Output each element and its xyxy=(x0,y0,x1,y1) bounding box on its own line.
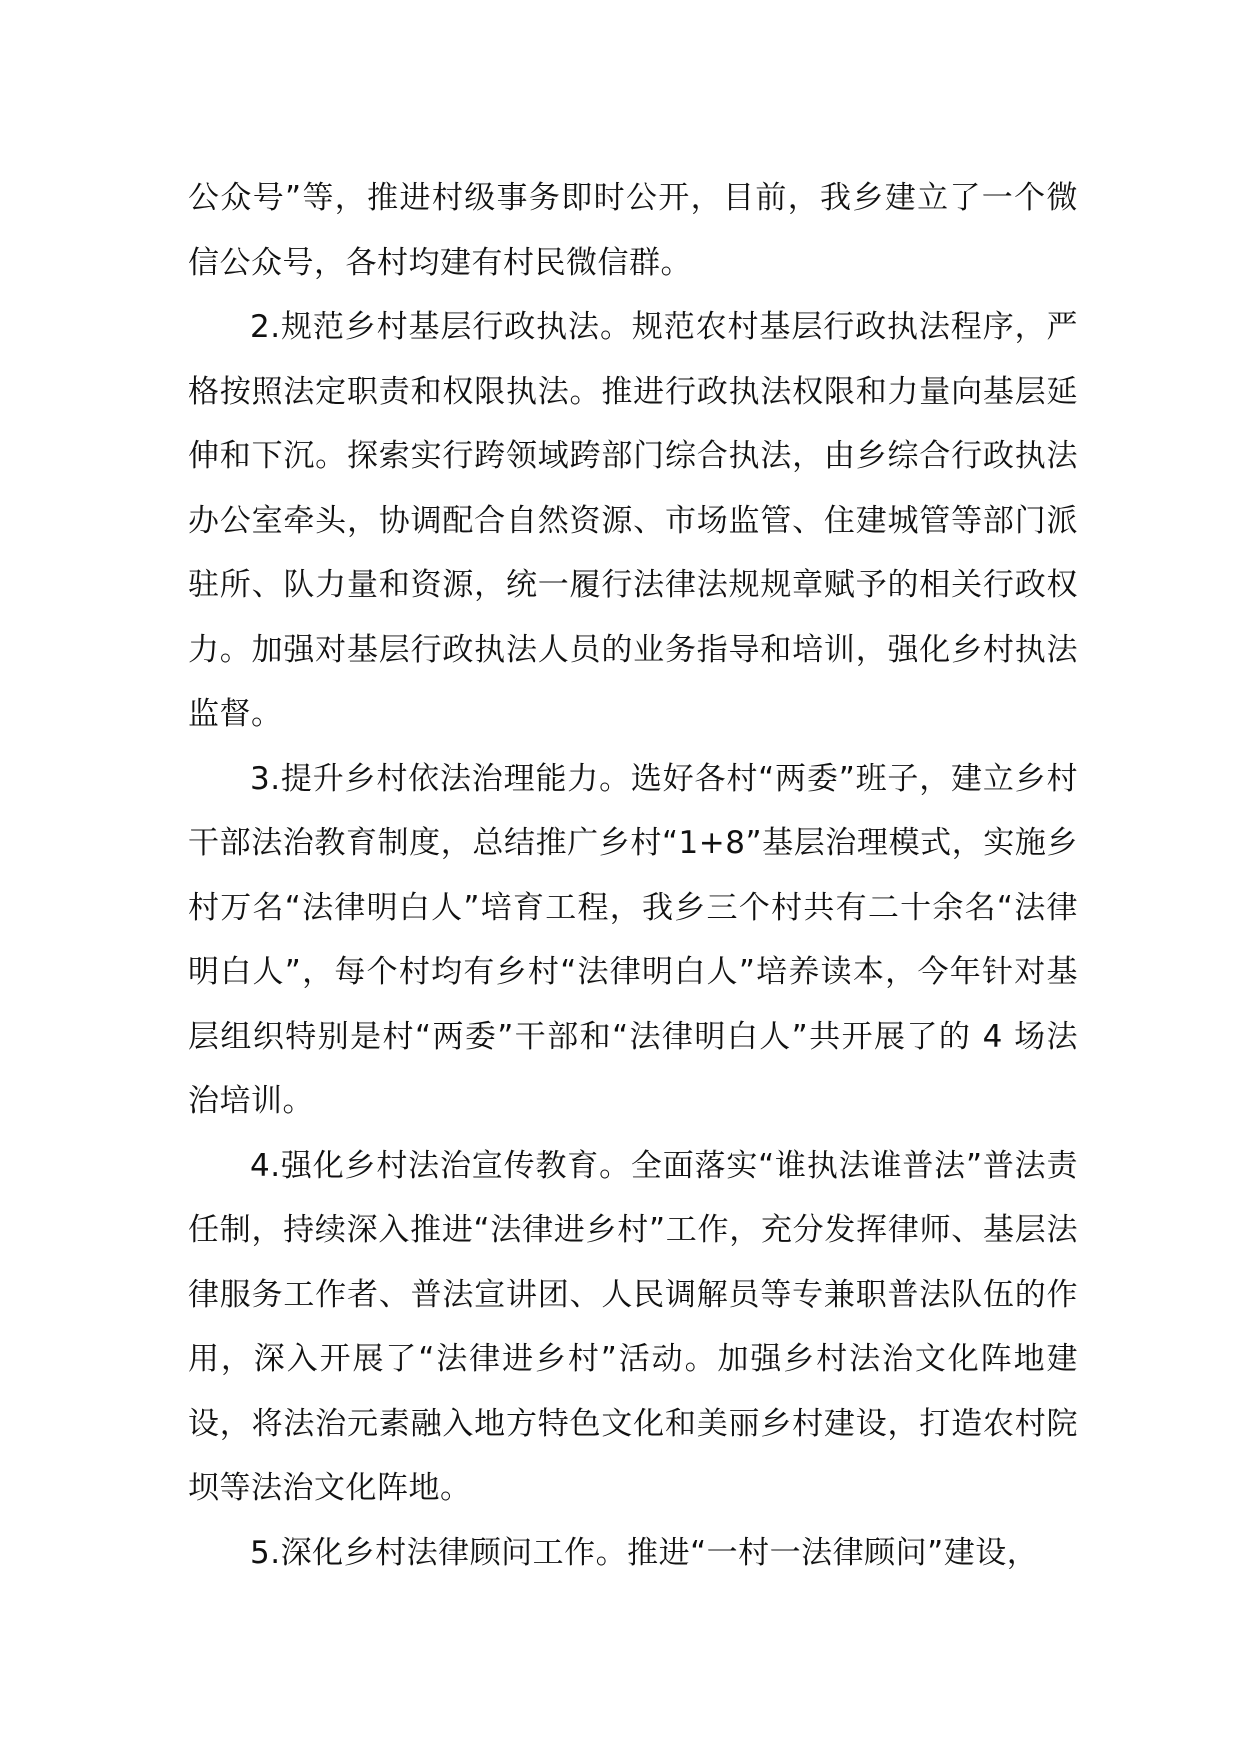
paragraph-3-governance-capacity: 3.提升乡村依法治理能力。选好各村“两委”班子，建立乡村干部法治教育制度，总结推广乡村“1+8”基层治理模式，实施乡村万名“法律明白人”培育工程，我乡三个村共有二十余名“法律明白人”，每个村均有乡村“法律明白人”培养读本，今年针对基层组织特别是村“两委”干部和“法律明白人”共开展了的 4 场法治培训。 xyxy=(188,760,1078,1119)
paragraph-continuation: 公众号”等，推进村级事务即时公开，目前，我乡建立了一个微信公众号，各村均建有村民微信群。 xyxy=(188,180,1078,281)
paragraph-5-legal-advisor: 5.深化乡村法律顾问工作。推进“一村一法律顾问”建设， xyxy=(250,1534,1039,1571)
paragraph-4-legal-publicity: 4.强化乡村法治宣传教育。全面落实“谁执法谁普法”普法责任制，持续深入推进“法律进乡村”工作，充分发挥律师、基层法律服务工作者、普法宣讲团、人民调解员等专兼职普法队伍的作用，深入开展了“法律进乡村”活动。加强乡村法治文化阵地建设，将法治元素融入地方特色文化和美丽乡村建设，打造农村院坝等法治文化阵地。 xyxy=(188,1147,1078,1506)
paragraph-2-administrative-enforcement: 2.规范乡村基层行政执法。规范农村基层行政执法程序，严格按照法定职责和权限执法。推进行政执法权限和力量向基层延伸和下沉。探索实行跨领域跨部门综合执法，由乡综合行政执法办公室牵头，协调配合自然资源、市场监管、住建城管等部门派驻所、队力量和资源，统一履行法律法规规章赋予的相关行政权力。加强对基层行政执法人员的业务指导和培训，强化乡村执法监督。 xyxy=(188,309,1078,732)
document-body xyxy=(188,166,1078,1585)
